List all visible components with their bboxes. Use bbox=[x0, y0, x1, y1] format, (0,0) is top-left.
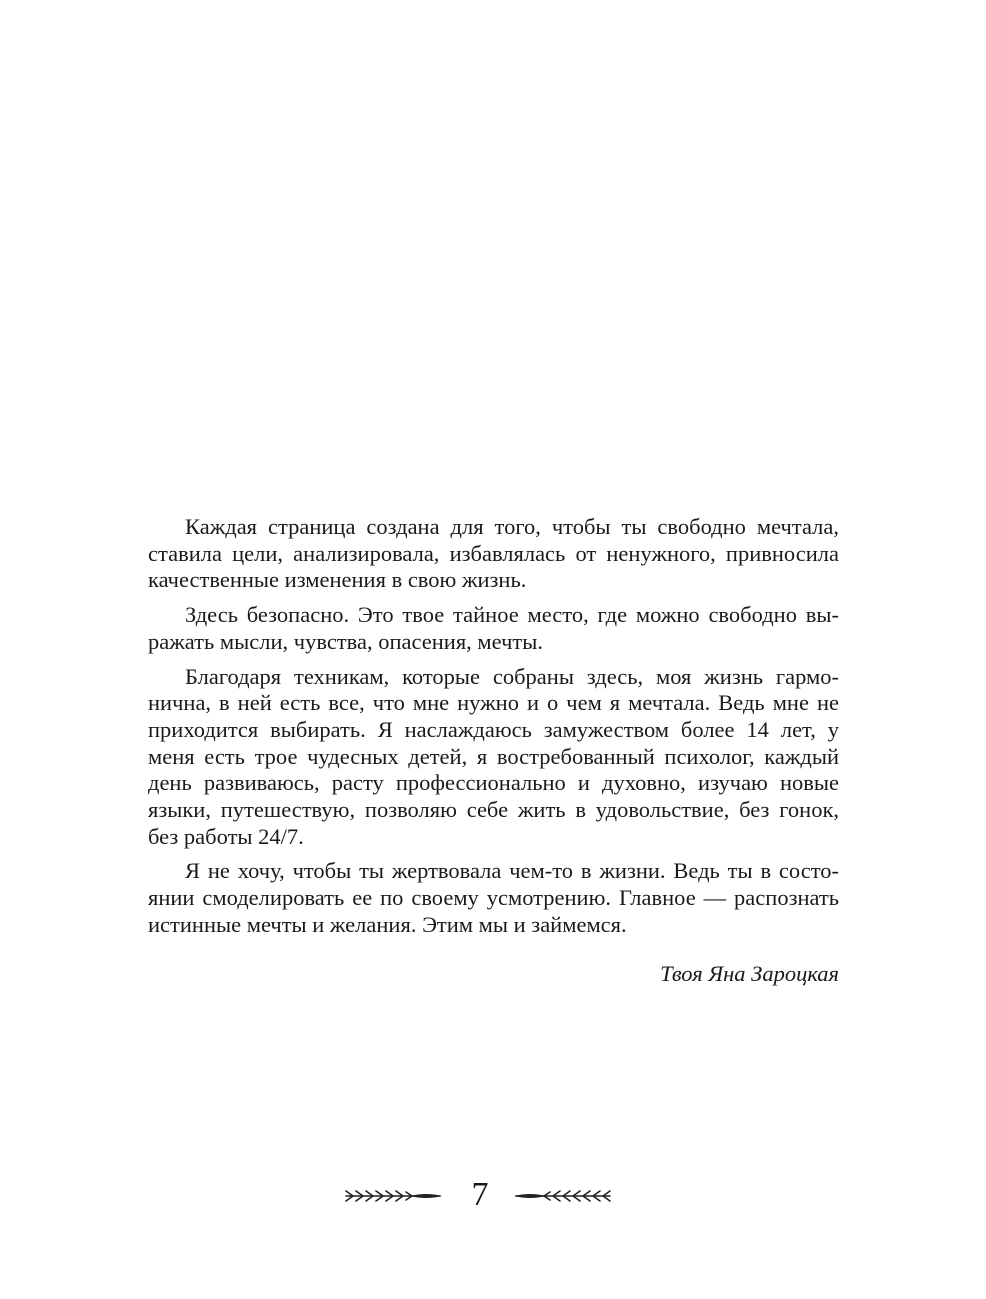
author-signature: Твоя Яна Зароцкая bbox=[660, 960, 839, 986]
page-number: 7 bbox=[471, 1176, 489, 1213]
paragraph-1: Каждая страница создана для того, чтобы ты свободно мечтала, ставила цели, анализировала, избавлялась от ненужного, привносила качественные изменения в свою жизнь. bbox=[148, 514, 839, 593]
paragraph-2: Здесь безопасно. Это твое тайное место, где можно свободно выражать мысли, чувства, опасения, мечты. bbox=[148, 602, 839, 654]
paragraph-3: Благодаря техникам, которые собраны здесь, моя жизнь гармонична, в ней есть все, что мне нужно и о чем я мечтала. Ведь мне не приходится выбирать. Я наслаждаюсь замужеством более 14 лет, у меня есть трое чудесных детей, я востребованный психолог, каждый день развиваюсь, расту профессионально и духовно, изучаю новые языки, путешествую, позволяю себе жить в удовольствие, без гонок, без работы 24/7. bbox=[148, 663, 839, 849]
left-ornament-icon bbox=[344, 1182, 444, 1208]
body-text bbox=[148, 514, 839, 987]
page-footer bbox=[0, 1172, 986, 1218]
paragraph-4: Я не хочу, чтобы ты жертвовала чем-то в жизни. Ведь ты в состоянии смоделировать ее по своему усмотрению. Главное — распознать истинные мечты и желания. Этим мы и займемся. bbox=[148, 858, 839, 937]
right-ornament-icon bbox=[512, 1182, 612, 1208]
